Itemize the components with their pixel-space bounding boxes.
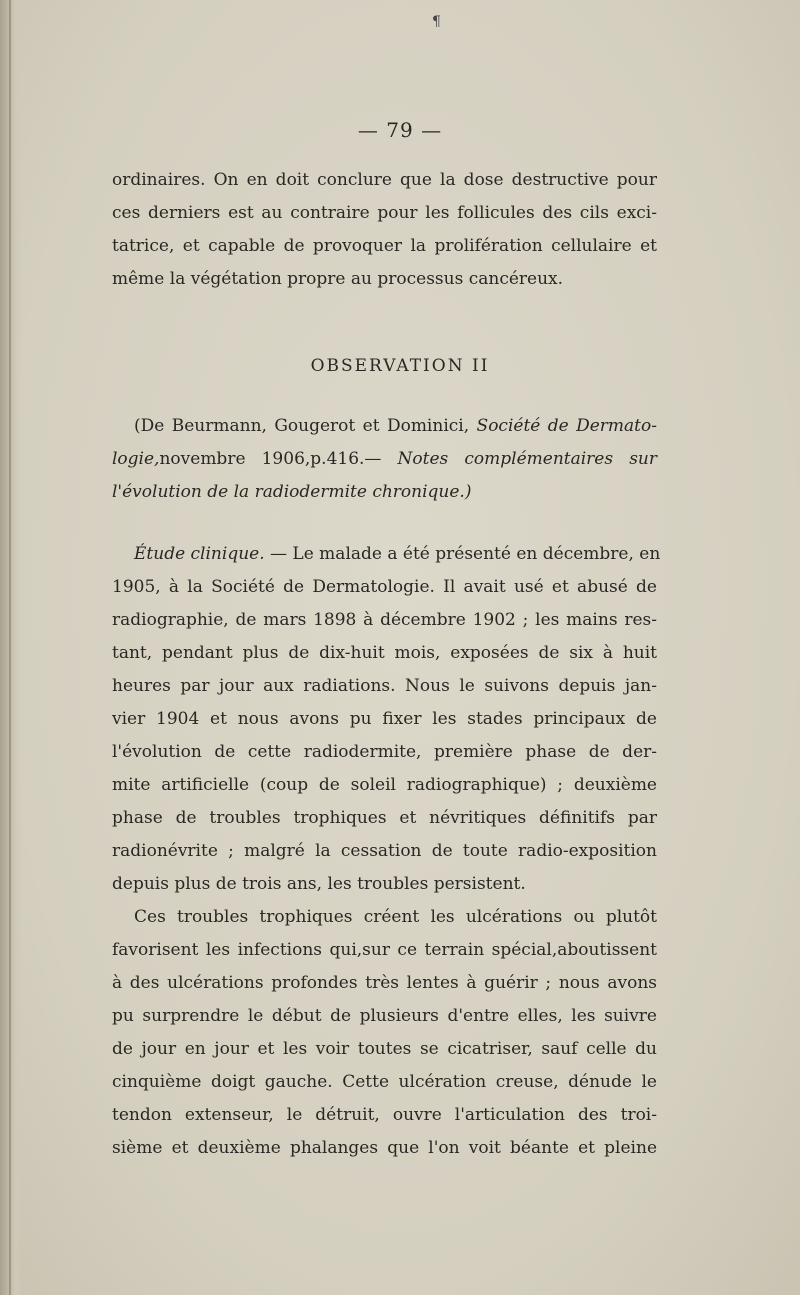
citation-journal: Société de Dermato-	[476, 416, 657, 436]
citation-title-cont: l'évolution de la radiodermite chronique.)	[112, 482, 472, 502]
paragraph-conclusion	[112, 164, 657, 296]
text-line: heures par jour aux radiations. Nous le suivons depuis jan-	[112, 676, 657, 696]
clinical-lead: Étude clinique.	[134, 544, 265, 564]
text-line: vier 1904 et nous avons pu fixer les stades principaux de	[112, 709, 657, 729]
text-line: tant, pendant plus de dix-huit mois, exposées de six à huit	[112, 643, 657, 663]
page-binding-shadow	[0, 0, 22, 1295]
text-line: tendon extenseur, le détruit, ouvre l'articulation des troi-	[112, 1105, 657, 1125]
text-line: l'évolution de cette radiodermite, première phase de der-	[112, 742, 657, 762]
top-mark: ¶	[432, 14, 441, 30]
text-line: ces derniers est au contraire pour les follicules des cils exci-	[112, 203, 657, 223]
text-line: sième et deuxième phalanges que l'on voit béante et pleine	[112, 1138, 657, 1158]
text-line: 1905, à la Société de Dermatologie. Il avait usé et abusé de	[112, 577, 657, 597]
text-line: phase de troubles trophiques et névritiques définitifs par	[112, 808, 657, 828]
page-edge-line	[9, 0, 11, 1295]
text-line: même la végétation propre au processus cancéreux.	[112, 269, 564, 289]
text-line: Ces troubles trophiques créent les ulcérations ou plutôt	[134, 907, 657, 927]
text-line: favorisent les infections qui,sur ce terrain spécial,aboutissent	[112, 940, 657, 960]
text-line: mite artificielle (coup de soleil radiographique) ; deuxième	[112, 775, 657, 795]
clinical-first-line: — Le malade a été présenté en décembre, en	[264, 544, 661, 564]
citation-journal-cont: logie,	[112, 449, 160, 469]
text-line: à des ulcérations profondes très lentes à guérir ; nous avons	[112, 973, 657, 993]
section-heading: OBSERVATION II	[310, 356, 490, 376]
text-line: cinquième doigt gauche. Cette ulcération creuse, dénude le	[112, 1072, 657, 1092]
text-line: ordinaires. On en doit conclure que la dose destructive pour	[112, 170, 657, 190]
text-line: radionévrite ; malgré la cessation de toute radio-exposition	[112, 841, 657, 861]
citation-title: Notes complémentaires sur	[397, 449, 657, 469]
citation-authors: (De Beurmann, Gougerot et Dominici,	[134, 416, 477, 436]
citation-date: novembre 1906,p.416.—	[159, 449, 398, 469]
text-line: depuis plus de trois ans, les troubles persistent.	[112, 874, 526, 894]
paragraph-clinical-study	[112, 538, 661, 1165]
text-line: de jour en jour et les voir toutes se cicatriser, sauf celle du	[112, 1039, 657, 1059]
text-line: tatrice, et capable de provoquer la prolifération cellulaire et	[112, 236, 657, 256]
text-line	[112, 410, 657, 443]
text-line	[112, 476, 657, 509]
text-line: radiographie, de mars 1898 à décembre 1902 ; les mains res-	[112, 610, 657, 630]
text-line: pu surprendre le début de plusieurs d'entre elles, les suivre	[112, 1006, 657, 1026]
text-line	[112, 538, 661, 571]
page-number: — 79 —	[357, 118, 443, 142]
text-line	[112, 443, 657, 476]
reference-citation	[112, 410, 657, 509]
